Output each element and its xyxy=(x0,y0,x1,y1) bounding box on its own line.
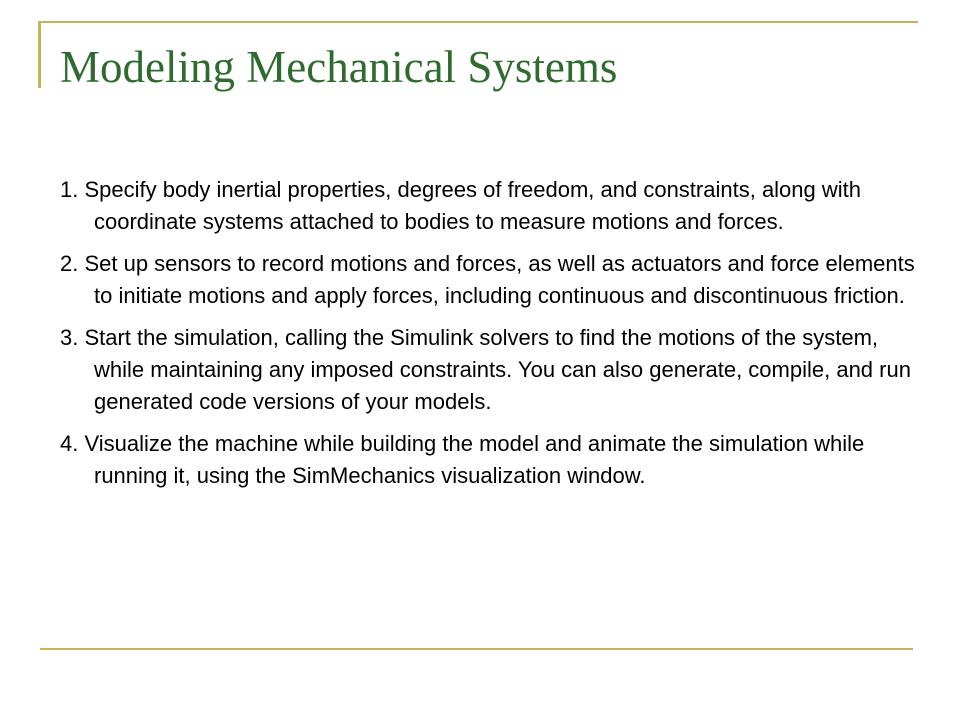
step-item-2: 2. Set up sensors to record motions and forces, as well as actuators and force elements to initiate motions and apply forces, including continuous and discontinuous friction. xyxy=(60,251,915,308)
step-item-3: 3. Start the simulation, calling the Simulink solvers to find the motions of the system, while maintaining any imposed constraints. You can also generate, compile, and run generated code versions of your models. xyxy=(60,325,911,414)
top-rule-divider xyxy=(40,21,918,23)
slide-title: Modeling Mechanical Systems xyxy=(60,42,618,92)
step-item-1: 1. Specify body inertial properties, degrees of freedom, and constraints, along with coordinate systems attached to bodies to measure motions and forces. xyxy=(60,177,862,234)
bottom-rule-divider xyxy=(40,648,913,650)
step-item-4: 4. Visualize the machine while building the model and animate the simulation while running it, using the SimMechanics visualization window. xyxy=(60,431,865,488)
steps-list xyxy=(60,174,920,502)
left-rule-divider xyxy=(38,21,41,88)
